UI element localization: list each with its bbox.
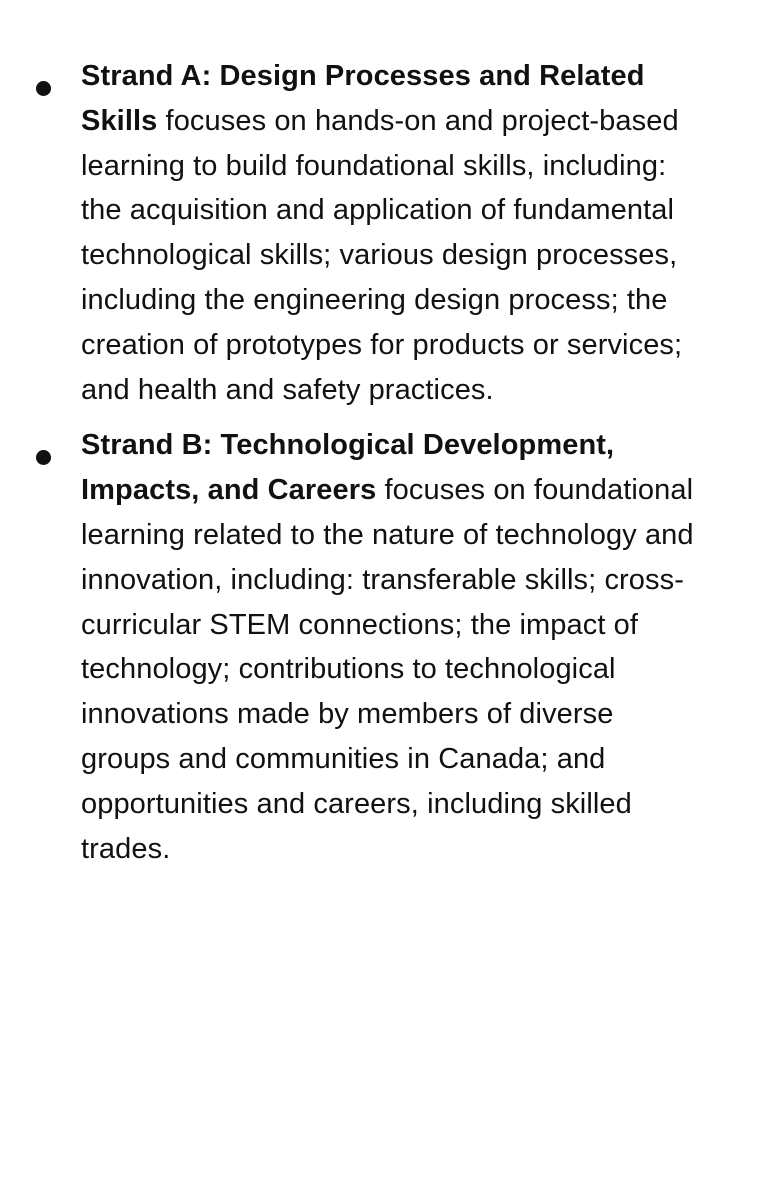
strand-b-title: Strand B: Technological Development, Impacts, and Careers: [81, 429, 615, 507]
strand-a-title: Strand A: Design Processes and Related Skills: [81, 60, 645, 137]
strand-list: [0, 54, 766, 871]
strand-a-description: focuses on hands-on and project-based learning to build foundational skills, including: the acquisition and application of fundamental technological skills; various design processes, including the engineering design process; the creation of prototypes for products or services; and health and safety practices.: [81, 104, 683, 406]
bullet-icon: [36, 450, 51, 465]
strand-item-b: [0, 423, 766, 871]
bullet-icon: [36, 81, 51, 96]
strand-b-description: focuses on foundational learning related to the nature of technology and innovation, including: transferable skills; cross-curricular STEM connections; the impact of technology; contributions to technological innovations made by members of diverse groups and communities in Canada; and opportunities and careers, including skilled trades.: [81, 474, 694, 865]
strand-item-a: [0, 54, 766, 412]
